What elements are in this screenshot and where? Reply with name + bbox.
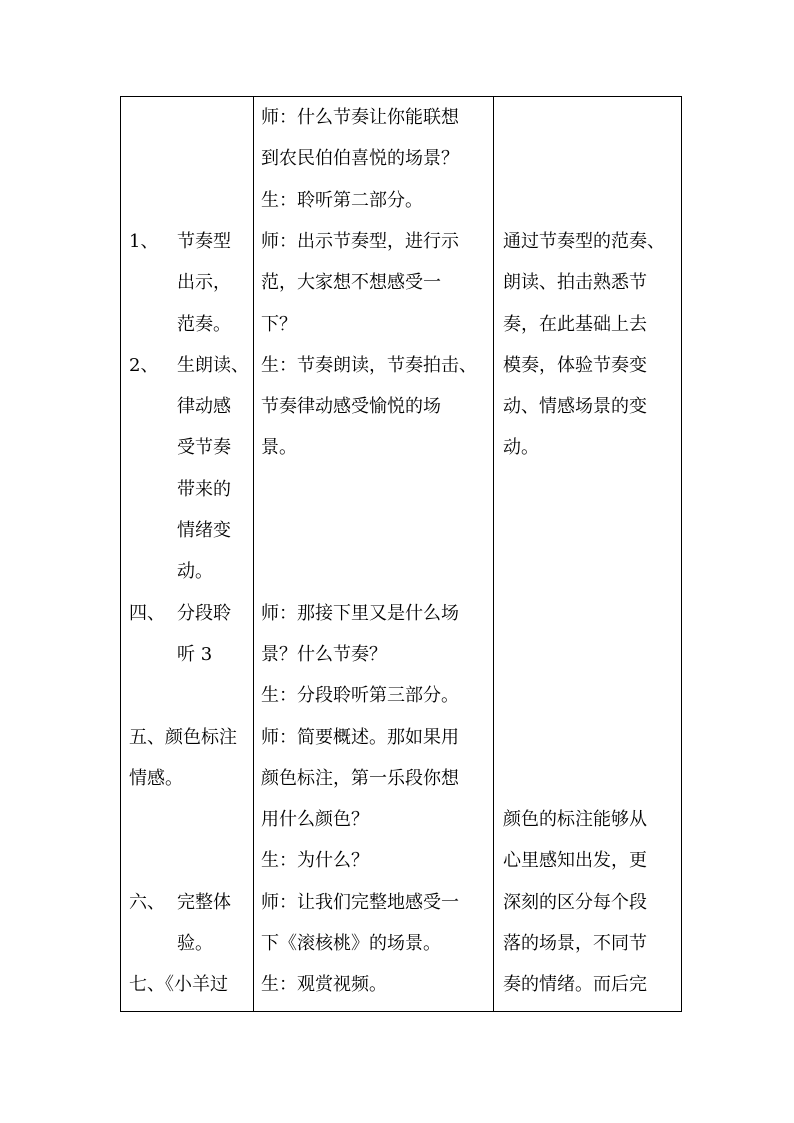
cell-text: 分段聆 <box>177 602 231 624</box>
col2-line <box>261 180 423 221</box>
lesson-plan-table <box>120 96 682 1012</box>
col1-line <box>129 427 231 468</box>
col2-line <box>261 882 459 923</box>
col3-line <box>503 386 647 427</box>
cell-text: 完整体 <box>177 891 231 913</box>
cell-text: 下《滚核桃》的场景。 <box>261 933 441 954</box>
cell-text: 七、《小羊过 <box>129 974 228 996</box>
cell-text: 朗读、拍击熟悉节 <box>503 272 647 294</box>
col1-line <box>129 345 249 386</box>
col1-line <box>129 221 231 262</box>
col1-line <box>129 469 231 510</box>
cell-text: 受节奏 <box>177 437 231 459</box>
col2-line <box>261 386 441 427</box>
cell-text: 出示， <box>177 272 231 294</box>
col1-line <box>129 304 231 345</box>
cell-text: 律动感 <box>177 396 231 418</box>
col1-line <box>129 923 213 964</box>
col1-line <box>129 262 231 303</box>
cell-text: 师：那接下里又是什么场 <box>261 602 459 624</box>
col3-line <box>503 427 539 468</box>
cell-text: 师：什么节奏让你能联想 <box>261 107 459 128</box>
col1-line <box>129 551 213 592</box>
col3-line <box>503 221 665 262</box>
cell-text: 五、颜色标注 <box>129 726 237 748</box>
column-divider-1 <box>253 97 254 1011</box>
cell-text: 到农民伯伯喜悦的场景？ <box>261 148 459 170</box>
col3-line <box>503 304 647 345</box>
col3-line <box>503 964 647 1005</box>
cell-text: 颜色标注，第一乐段你想 <box>261 767 459 789</box>
cell-text: 情绪变 <box>177 520 231 541</box>
col1-line <box>129 758 183 799</box>
col2-line <box>261 675 459 716</box>
cell-text: 生：分段聆听第三部分。 <box>261 685 459 707</box>
col1-line <box>129 510 231 551</box>
cell-text: 情感。 <box>129 767 183 789</box>
col3-line <box>503 799 647 840</box>
cell-text: 生：聆听第二部分。 <box>261 189 423 211</box>
cell-text: 节奏型 <box>177 230 231 252</box>
col1-line <box>129 964 228 1005</box>
col2-line <box>261 758 459 799</box>
cell-text: 奏，在此基础上去 <box>503 313 647 335</box>
col2-line <box>261 345 477 386</box>
col1-line <box>129 882 231 923</box>
col2-line <box>261 221 459 262</box>
cell-text: 听 3 <box>177 643 213 665</box>
step-number: 六、 <box>129 891 165 913</box>
col2-line <box>261 427 297 468</box>
cell-text: 动。 <box>177 561 213 583</box>
col2-line <box>261 799 369 840</box>
step-number: 四、 <box>129 602 165 624</box>
cell-text: 景。 <box>261 437 297 459</box>
col2-line <box>261 840 369 881</box>
col2-line <box>261 97 459 138</box>
cell-text: 师：简要概述。那如果用 <box>261 726 459 748</box>
cell-text: 生：观赏视频。 <box>261 974 387 996</box>
cell-text: 模奏，体验节奏变 <box>503 354 647 376</box>
cell-text: 落的场景，不同节 <box>503 933 647 954</box>
col2-line <box>261 304 297 345</box>
cell-text: 奏的情绪。而后完 <box>503 974 647 996</box>
cell-text: 范奏。 <box>177 313 231 335</box>
step-number: 2、 <box>129 354 159 376</box>
cell-text: 通过节奏型的范奏、 <box>503 230 665 252</box>
cell-text: 节奏律动感受愉悦的场 <box>261 396 441 418</box>
col3-line <box>503 882 647 923</box>
cell-text: 下？ <box>261 313 297 335</box>
cell-text: 生：节奏朗读，节奏拍击、 <box>261 354 477 376</box>
cell-text: 生：为什么？ <box>261 850 369 872</box>
col2-line <box>261 262 441 303</box>
cell-text: 范，大家想不想感受一 <box>261 272 441 294</box>
cell-text: 景？什么节奏？ <box>261 643 387 665</box>
cell-text: 师：出示节奏型，进行示 <box>261 230 459 252</box>
col2-line <box>261 593 459 634</box>
col3-line <box>503 262 647 303</box>
cell-text: 师：让我们完整地感受一 <box>261 891 459 913</box>
column-divider-2 <box>493 97 494 1011</box>
col1-line <box>129 634 212 675</box>
col1-line <box>129 593 231 634</box>
cell-text: 用什么颜色？ <box>261 809 369 831</box>
cell-text: 深刻的区分每个段 <box>503 891 647 913</box>
col3-line <box>503 840 647 881</box>
col3-line <box>503 923 647 964</box>
cell-text: 动。 <box>503 437 539 459</box>
step-number: 1、 <box>129 230 159 252</box>
col2-line <box>261 923 441 964</box>
cell-text: 心里感知出发，更 <box>503 850 647 872</box>
cell-text: 验。 <box>177 933 213 954</box>
col2-line <box>261 964 387 1005</box>
cell-text: 颜色的标注能够从 <box>503 809 647 831</box>
col2-line <box>261 138 459 179</box>
col1-line <box>129 717 237 758</box>
cell-text: 动、情感场景的变 <box>503 396 647 418</box>
col2-line <box>261 717 459 758</box>
col3-line <box>503 345 647 386</box>
cell-text: 带来的 <box>177 478 231 500</box>
col1-line <box>129 386 231 427</box>
cell-text: 生朗读、 <box>177 354 249 376</box>
col2-line <box>261 634 387 675</box>
